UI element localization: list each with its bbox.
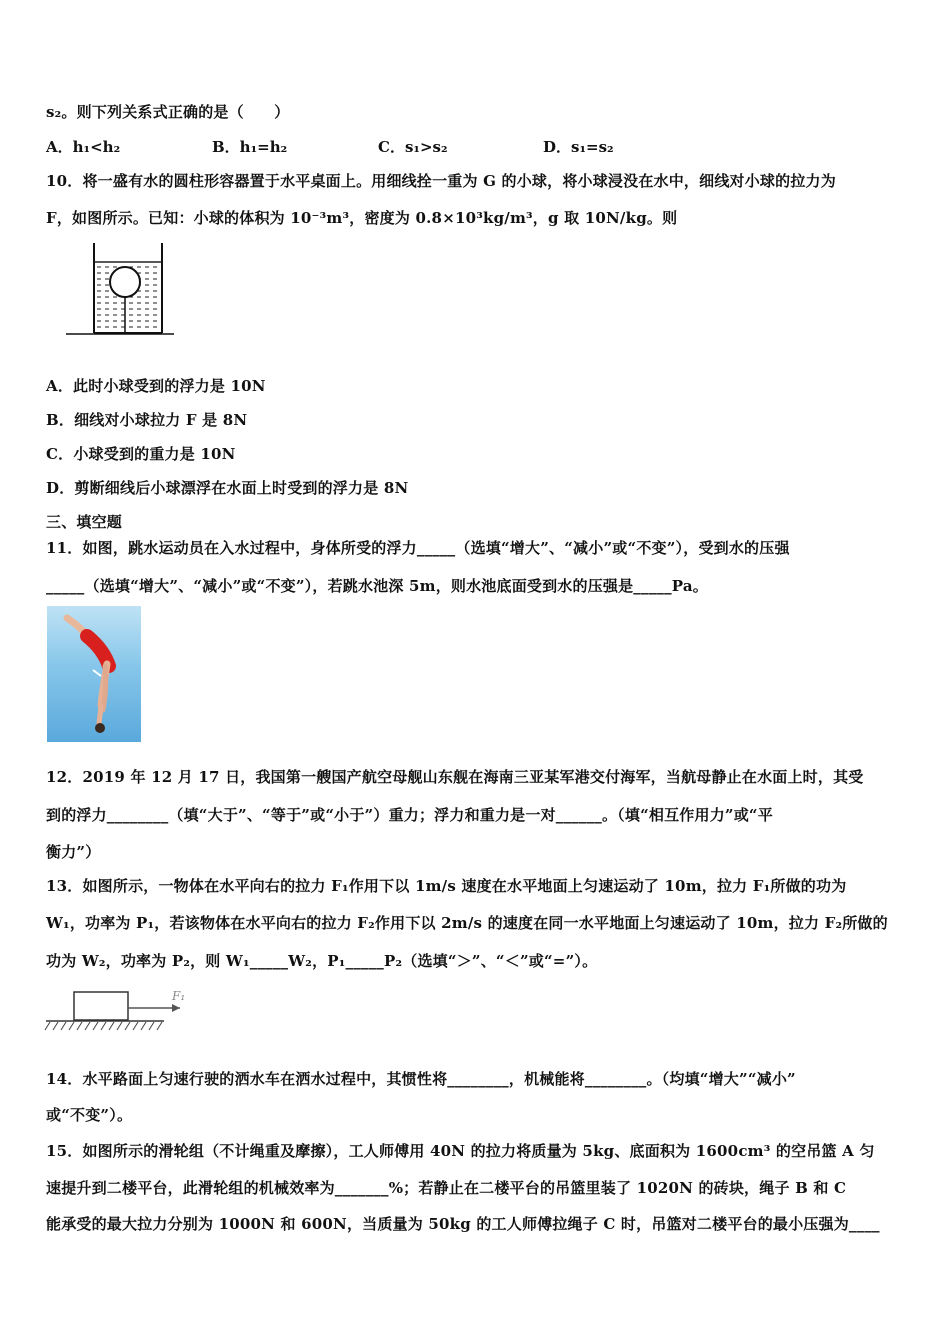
section-heading-fill-in: 三、填空题: [46, 513, 123, 531]
q9-option-a: A．h₁<h₂: [46, 138, 121, 156]
q13-block-figure: [44, 984, 194, 1036]
q10-stem-line2: F，如图所示。已知：小球的体积为 10⁻³m³，密度为 0.8×10³kg/m³，g 取 10N/kg。则: [46, 209, 678, 227]
q10-option-d: D．剪断细线后小球漂浮在水面上时受到的浮力是 8N: [46, 479, 409, 497]
q12-stem-line1: 12．2019 年 12 月 17 日，我国第一艘国产航空母舰山东舰在海南三亚某军港交付海军，当航母静止在水面上时，其受: [46, 768, 864, 786]
q9-stem-tail: s₂。则下列关系式正确的是（ ）: [46, 103, 290, 121]
q10-option-c: C．小球受到的重力是 10N: [46, 445, 236, 463]
q10-option-a: A．此时小球受到的浮力是 10N: [46, 377, 266, 395]
q13-stem-line3: 功为 W₂，功率为 P₂，则 W₁_____W₂，P₁_____P₂（选填“＞”、“＜”或“=”）。: [46, 952, 598, 970]
q15-stem-line3: 能承受的最大拉力分别为 1000N 和 600N，当质量为 50kg 的工人师傅拉绳子 C 时，吊篮对二楼平台的最小压强为____: [46, 1215, 880, 1233]
q12-stem-line3: 衡力”）: [46, 843, 101, 861]
q14-stem-line2: 或“不变”）。: [46, 1106, 133, 1124]
q10-option-b: B．细线对小球拉力 F 是 8N: [46, 411, 248, 429]
q13-stem-line1: 13．如图所示，一物体在水平向右的拉力 F₁作用下以 1m/s 速度在水平地面上匀速运动了 10m，拉力 F₁所做的功为: [46, 877, 847, 895]
q10-container-figure: [64, 240, 176, 340]
q14-stem-line1: 14．水平路面上匀速行驶的洒水车在洒水过程中，其惯性将________，机械能将________。（均填“增大”“减小”: [46, 1070, 796, 1088]
q10-stem-line1: 10．将一盛有水的圆柱形容器置于水平桌面上。用细线拴一重为 G 的小球，将小球浸没在水中，细线对小球的拉力为: [46, 172, 836, 190]
ball: [110, 267, 140, 297]
q13-stem-line2: W₁，功率为 P₁，若该物体在水平向右的拉力 F₂作用下以 2m/s 的速度在同一水平地面上匀速运动了 10m，拉力 F₂所做的: [46, 914, 888, 932]
q9-option-d: D．s₁=s₂: [543, 138, 614, 156]
q15-stem-line2: 速提升到二楼平台，此滑轮组的机械效率为_______%；若静止在二楼平台的吊篮里装了 1020N 的砖块，绳子 B 和 C: [46, 1179, 847, 1197]
q11-stem-line1: 11．如图，跳水运动员在入水过程中，身体所受的浮力_____（选填“增大”、“减小”或“不变”），受到水的压强: [46, 539, 790, 557]
force-label: F₁: [172, 989, 186, 1003]
q9-option-c: C．s₁>s₂: [378, 138, 448, 156]
q11-stem-line2: _____（选填“增大”、“减小”或“不变”），若跳水池深 5m，则水池底面受到水的压强是_____Pa。: [46, 577, 708, 595]
q12-stem-line2: 到的浮力________（填“大于”、“等于”或“小于”）重力；浮力和重力是一对______。（填“相互作用力”或“平: [46, 806, 773, 824]
q15-stem-line1: 15．如图所示的滑轮组（不计绳重及摩擦），工人师傅用 40N 的拉力将质量为 5kg、底面积为 1600cm³ 的空吊篮 A 匀: [46, 1142, 875, 1160]
q9-option-b: B．h₁=h₂: [212, 138, 288, 156]
diver-figure: [47, 606, 141, 742]
block: [74, 992, 128, 1020]
